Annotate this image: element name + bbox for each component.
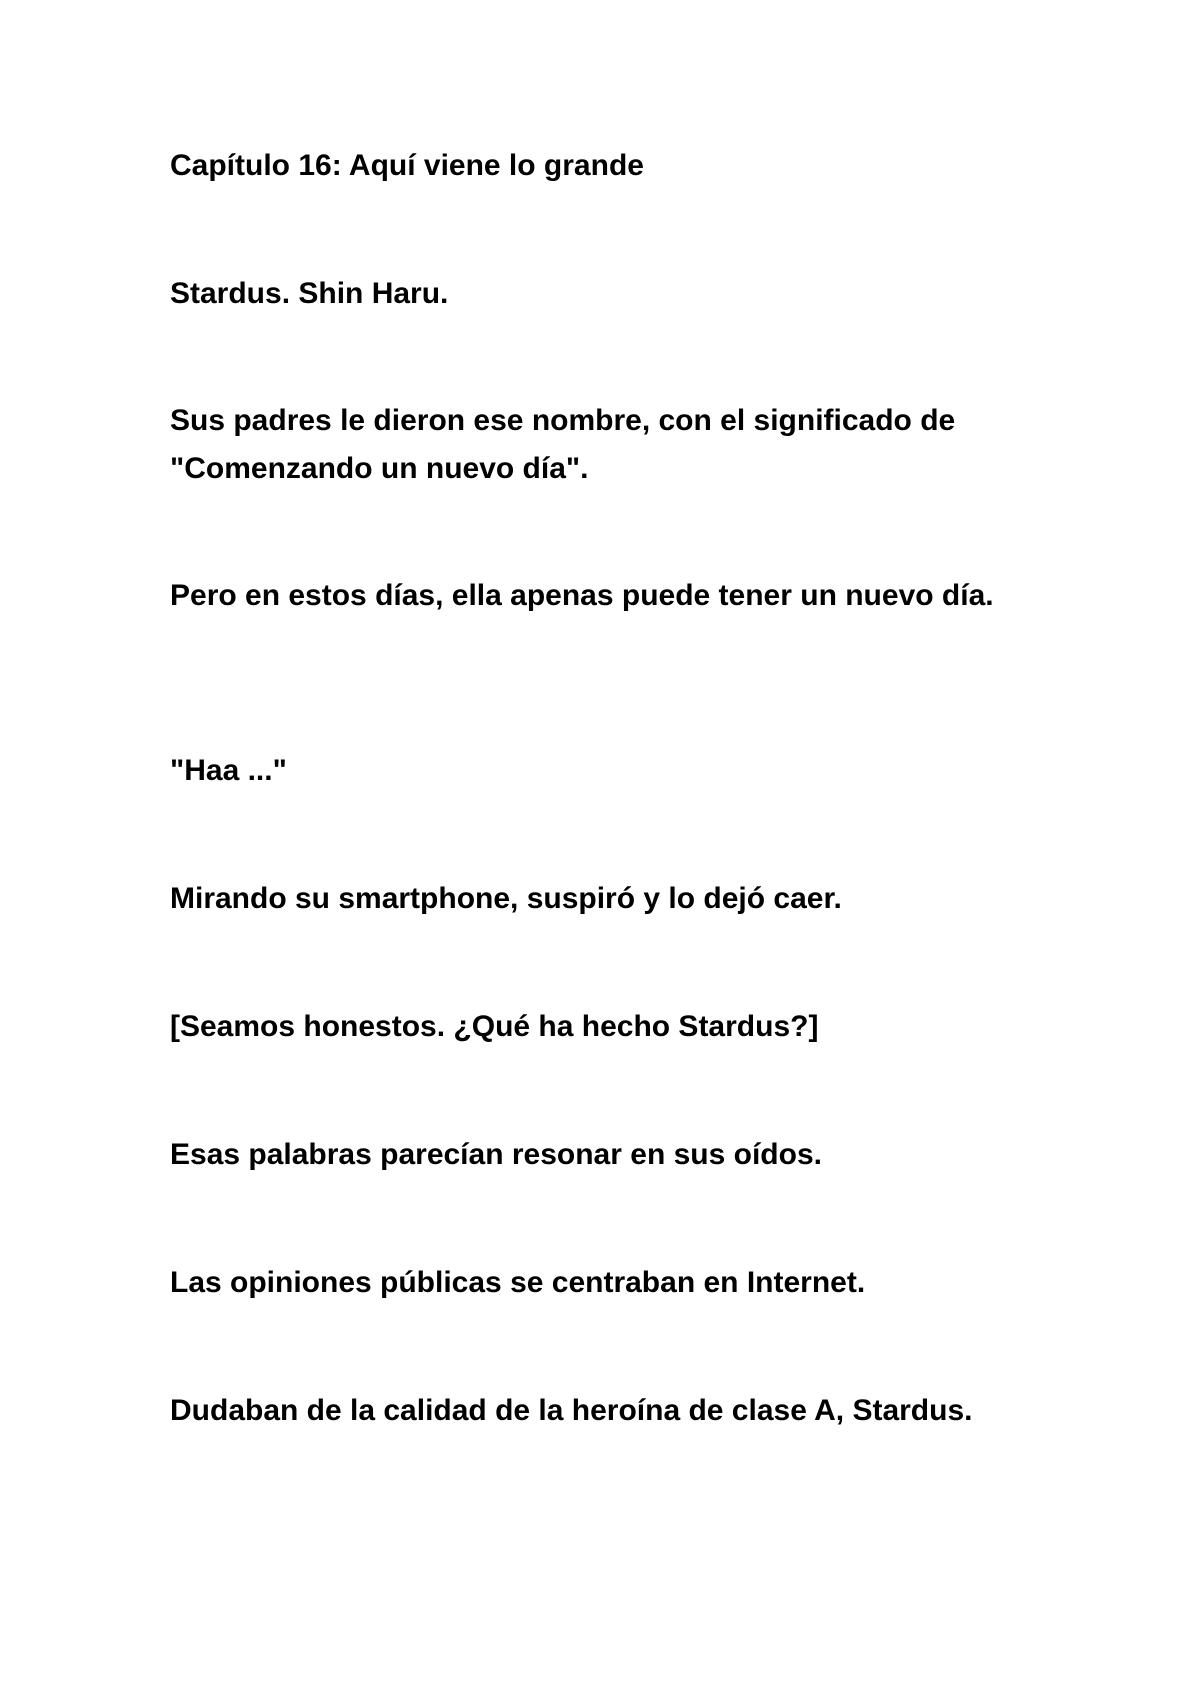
paragraph: Sus padres le dieron ese nombre, con el significado de "Comenzando un nuevo día".	[170, 404, 956, 485]
chapter-title: Capítulo 16: Aquí viene lo grande	[170, 149, 644, 182]
paragraph: Las opiniones públicas se centraban en Internet.	[170, 1266, 866, 1299]
paragraph: [Seamos honestos. ¿Qué ha hecho Stardus?]	[170, 1010, 819, 1043]
paragraph: Stardus. Shin Haru.	[170, 277, 449, 310]
paragraph: Dudaban de la calidad de la heroína de clase A, Stardus.	[170, 1394, 973, 1427]
paragraph: "Haa ..."	[170, 754, 287, 787]
paragraph: Mirando su smartphone, suspiró y lo dejó caer.	[170, 882, 842, 915]
paragraph: Esas palabras parecían resonar en sus oídos.	[170, 1138, 822, 1171]
paragraph: Pero en estos días, ella apenas puede tener un nuevo día.	[170, 579, 994, 612]
